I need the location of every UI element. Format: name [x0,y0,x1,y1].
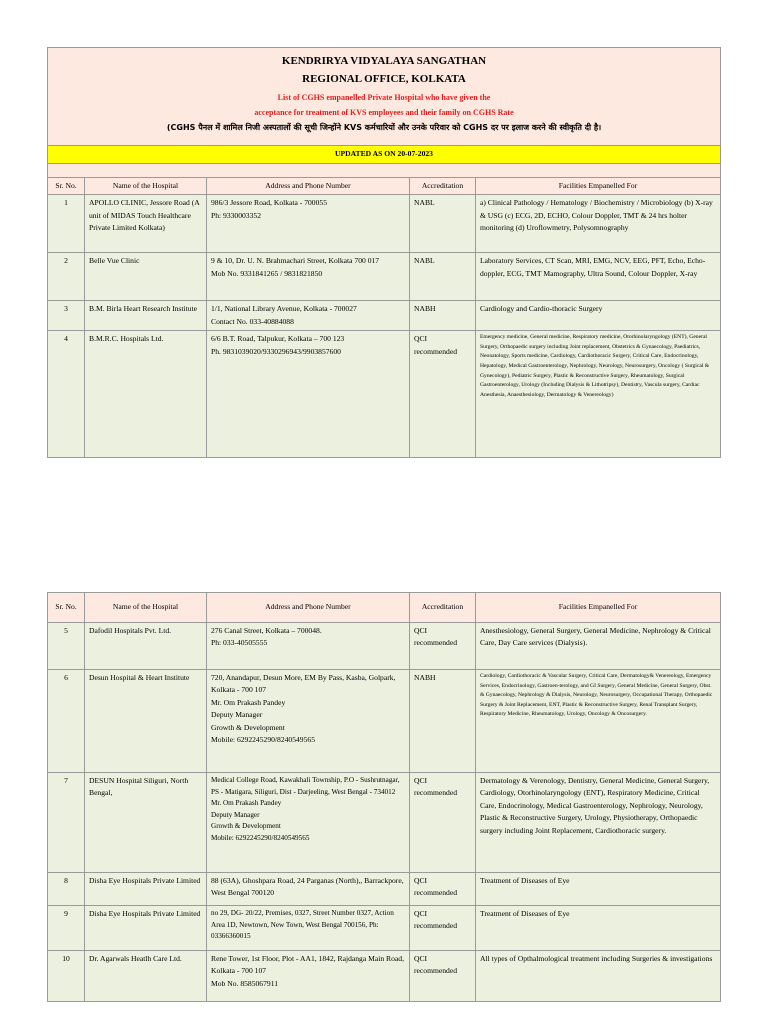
cell-sr: 10 [48,951,85,1002]
col-header-address: Address and Phone Number [207,178,410,195]
cell-name: Disha Eye Hospitals Private Limited [85,906,207,951]
col-header-name: Name of the Hospital [85,593,207,623]
cell-sr: 8 [48,873,85,906]
cell-accreditation: NABH [410,301,476,331]
cell-name: Dr. Agarwals Heatlh Care Ltd. [85,951,207,1002]
column-header-row [48,178,721,195]
office-title: REGIONAL OFFICE, KOLKATA [302,73,466,85]
table-row [48,301,721,331]
subtitle-line-1: List of CGHS empanelled Private Hospital who have given the [277,93,491,102]
cell-address: Rene Tower, 1st Floor, Plot - AA1, 1842, Rajdanga Main Road, Kolkata - 700 107 Mob No. 8585067911 [207,951,410,1002]
table-row [48,253,721,301]
cell-accreditation: QCI recommended [410,623,476,670]
cell-name: Desun Hospital & Heart Institute [85,670,207,773]
cell-address: 9 & 10, Dr. U. N. Brahmachari Street, Kolkata 700 017 Mob No. 9331841265 / 9831821850 [207,253,410,301]
org-title: KENDRIRYA VIDYALAYA SANGATHAN [281,55,487,67]
document-title-block [48,48,721,146]
cell-accreditation: QCI recommended [410,773,476,873]
column-header-row [48,593,721,623]
hindi-subtitle: (CGHS पैनल में शामिल निजी अस्पतालों की सूची जिन्होंने KVS कर्मचारियों और उनके परिवार को CGHS दर पर इलाज करने की स्वीकृति दी है। [166,123,602,132]
cell-name: Belle Vue Clinic [85,253,207,301]
cell-name: DESUN Hospital Siliguri, North Bengal, [85,773,207,873]
table-row [48,195,721,253]
cell-sr: 6 [48,670,85,773]
cell-accreditation: QCI recommended [410,906,476,951]
cell-address: 986/3 Jessore Road, Kolkata - 700055 Ph: 9330003352 [207,195,410,253]
cell-address: 720, Anandapur, Desun More, EM By Pass, Kasba, Golpark, Kolkata - 700 107 Mr. Om Prakash Pandey Deputy Manager Growth & Development Mobile: 6292245290/8240549565 [207,670,410,773]
cell-facilities: Cardiology and Cardio-thoracic Surgery [476,301,721,331]
cell-sr: 9 [48,906,85,951]
cell-facilities: Treatment of Diseases of Eye [476,906,721,951]
cell-address: 88 (63A), Ghoshpara Road, 24 Parganas (North),, Barrackpore, West Bengal 700120 [207,873,410,906]
cell-address: 6/6 B.T. Road, Talpukur, Kolkata – 700 123 Ph. 9831039020/9330296943/9903857600 [207,331,410,458]
cell-facilities: Dermatology & Verenology, Dentistry, General Medicine, General Surgery, Cardiology, Otorhinolaryngology (ENT), Respiratory Medicine, Critical Care, Endocrinology, Medical Gastroenterology, Nephrology, Neurology, Plastic & Reconstructive Surgery, Urology, Physiotherapy, Orthopaedic surgery including Joint Replacement, Cardiothoracic surgery. [476,773,721,873]
table-row [48,906,721,951]
col-header-accreditation: Accreditation [410,178,476,195]
col-header-name: Name of the Hospital [85,178,207,195]
hospital-table-1 [47,47,721,458]
cell-accreditation: QCI recommended [410,331,476,458]
cell-accreditation: NABL [410,195,476,253]
cell-address: 1/1, National Library Avenue, Kolkata - 700027 Contact No. 033-40884088 [207,301,410,331]
col-header-sr: Sr. No. [48,593,85,623]
cell-accreditation: NABL [410,253,476,301]
cell-facilities: Emergency medicine, General medicine, Respiratory medicine, Otorhinolaryngology (ENT), General Surgery, Orthopaedic surgery including Joint replacement, Obstetrics & Gynaecology, Paediatrics, Neonatology, Sports medicine, Cardiology, Cardiothoracic Surgery, Critical Care, Endocrinology, Hepatology, Medical Gastroenterology, Nephrology, Neurology, Neurosurgery, Oncology ( Surgical & Gynecology), Pediatric Surgery, Plastic & Reconstructive Surgery, Rheumatology, Surgical Gastroenterology, Urology (Including Dialysis & Lithotripsy), Dentistry, Vascula surgery, Cardiac Anesthesia, Anaesthesiology, Dermatology & Venereology) [476,331,721,458]
cell-name: B.M. Birla Heart Research Institute [85,301,207,331]
spacer-row [48,164,721,178]
table-row [48,951,721,1002]
subtitle-line-2: acceptance for treatment of KVS employees and their family on CGHS Rate [254,108,514,117]
cell-accreditation: QCI recommended [410,951,476,1002]
table-row [48,670,721,773]
col-header-sr: Sr. No. [48,178,85,195]
cell-name: Dafodil Hospitals Pvt. Ltd. [85,623,207,670]
col-header-facilities: Facilities Empanelled For [476,593,721,623]
cell-name: B.M.R.C. Hospitals Ltd. [85,331,207,458]
cell-facilities: a) Clinical Pathology / Hematology / Biochemistry / Microbiology (b) X-ray & USG (c) ECG, 2D, ECHO, Colour Doppler, TMT & 24 hrs holter monitoring (d) Uroflowmetry, Polysomnography [476,195,721,253]
cell-sr: 2 [48,253,85,301]
table-row [48,773,721,873]
col-header-facilities: Facilities Empanelled For [476,178,721,195]
cell-facilities: Laboratory Services, CT Scan, MRI, EMG, NCV, EEG, PFT, Echo, Echo-doppler, ECG, TMT Mamography, Ultra Sound, Colour Doppler, X-ray [476,253,721,301]
cell-name: APOLLO CLINIC, Jessore Road (A unit of MIDAS Touch Healthcare Private Limited Kolkata) [85,195,207,253]
hospital-table-2 [47,592,721,1002]
cell-sr: 7 [48,773,85,873]
table-row [48,873,721,906]
cell-address: 276 Canal Street, Kolkata – 700048. Ph: 033-40505555 [207,623,410,670]
table-row [48,331,721,458]
cell-facilities: Cardiology, Cardiothoracic & Vascular Surgery, Critical Care, Dermatology& Venereology, Emergency Services, Endocrinology, Gastroen-terology, and GI Surgery, General Medicine, General Surgery, Obst. & Gynaecology, Nephrology & Dialysis, Neurology, Neurosurgery, Occupational Therapy, Orthopaedic Surgery & Joint Replacement, ENT, Plastic & Reconstructive Surgery, Renal Transplant Surgery, Respiratory Medicine, Rheumatology, Urology, Oncology & Oncosurgery. [476,670,721,773]
table-row [48,623,721,670]
col-header-accreditation: Accreditation [410,593,476,623]
cell-address: Medical College Road, Kawakhali Township, P.O - Sushrutnagar, PS - Matigara, Siliguri, Dist - Darjeeling, West Bengal - 734012 Mr. Om Prakash Pandey Deputy Manager Growth & Development Mobile: 6292245290/8240549565 [207,773,410,873]
cell-accreditation: QCI recommended [410,873,476,906]
cell-sr: 3 [48,301,85,331]
cell-sr: 1 [48,195,85,253]
cell-facilities: All types of Opthalmological treatment including Surgeries & investigations [476,951,721,1002]
updated-date-banner: UPDATED AS ON 20-07-2023 [48,146,721,164]
cell-accreditation: NABH [410,670,476,773]
cell-address: no 29, DG- 20/22, Premises, 0327, Street Number 0327, Action Area 1D, Newtown, New Town, West Bengal 700156, Ph: 03366360015 [207,906,410,951]
cell-sr: 5 [48,623,85,670]
col-header-address: Address and Phone Number [207,593,410,623]
cell-facilities: Anesthesiology, General Surgery, General Medicine, Nephrology & Critical Care, Day Care services (Dialysis). [476,623,721,670]
cell-facilities: Treatment of Diseases of Eye [476,873,721,906]
cell-sr: 4 [48,331,85,458]
cell-name: Disha Eye Hospitals Private Limited [85,873,207,906]
